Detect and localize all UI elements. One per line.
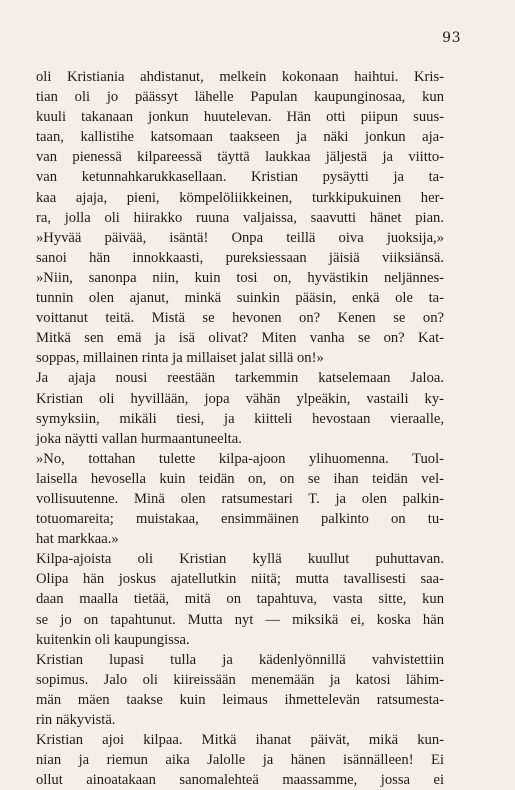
text-line: ra, jolla oli hiirakko ruuna valjaissa, saavutti hänet pian.	[36, 209, 444, 226]
text-line: Kristian oli hyvillään, jopa vähän ylpeäkin, vastaili ky-	[36, 390, 444, 407]
text-line: tunnin olen ajanut, minkä suinkin pääsin, enkä ole ta-	[36, 290, 444, 307]
text-line: totuomareita; muistakaa, ensimmäinen palkinto on tu-	[36, 511, 444, 528]
text-line: Kristian lupasi tulla ja kädenlyönnillä vahvistettiin	[36, 651, 444, 668]
text-line: van ketunnahkarukkasellaan. Kristian pysäytti ja ta-	[36, 169, 444, 186]
text-line: Ja ajaja nousi reestään tarkemmin katselemaan Jaloa.	[36, 370, 444, 387]
text-line: kaa ajaja, pieni, kömpelöliikkeinen, turkkipukuinen her-	[36, 189, 444, 206]
text-line: kuitenkin oli kaupungissa.	[36, 631, 190, 648]
text-line: sanoi hän innokkaasti, pureksiessaan jäisiä viiksiänsä.	[36, 249, 444, 266]
text-line: Kristian ajoi kilpaa. Mitkä ihanat päivät, mikä kun-	[36, 732, 444, 749]
text-line: joka näytti vallan hurmaantuneelta.	[36, 430, 242, 447]
text-line: se jo on tapahtunut. Mutta nyt — miksikä ei, koska hän	[36, 611, 444, 628]
text-line: kuuli takanaan jonkun huutelevan. Hän otti piipun suus-	[36, 109, 444, 126]
text-line: voittanut teitä. Mistä se hevonen on? Kenen se on?	[36, 310, 444, 327]
text-line: symyksiin, mikäli tiesi, ja kiitteli hevostaan vieraalle,	[36, 410, 444, 427]
text-line: Mitkä sen emä ja isä olivat? Miten vanha se on? Kat-	[36, 330, 444, 347]
text-line: hat markkaa.»	[36, 531, 119, 548]
page-number: 93	[442, 30, 461, 46]
text-line: »Hyvää päivää, isäntä! Onpa teillä oiva juoksija,»	[36, 229, 444, 246]
text-line: Olipa hän joskus ajatellutkin niitä; mutta tavallisesti saa-	[36, 571, 444, 588]
text-line: van pienessä kilpareessä täyttä laukkaa jäljestä ja viitto-	[36, 149, 444, 166]
text-line: ollut ainoatakaan sanomalehteä maassamme, jossa ei	[36, 772, 444, 789]
text-line: daan maalla tietää, mitä on tapahtuva, vasta sitte, kun	[36, 591, 444, 608]
text-line: tian oli jo päässyt lähelle Papulan kaupunginosaa, kun	[36, 89, 444, 106]
text-line: »Niin, sanonpa niin, kuin tosi on, hyvästikin neljännes-	[36, 269, 444, 286]
text-line: »No, tottahan tulette kilpa-ajoon ylihuomenna. Tuol-	[36, 450, 444, 467]
text-line: rin näkyvistä.	[36, 712, 116, 728]
text-line: vollisuutenne. Minä olen ratsumestari T. ja olen palkin-	[36, 490, 444, 507]
text-line: Kilpa-ajoista oli Kristian kyllä kuullut puhuttavan.	[36, 551, 444, 568]
text-line: soppas, millainen rinta ja millaiset jalat sillä on!»	[36, 350, 324, 367]
text-line: män mäen taakse kuin leimaus ihmettelevän ratsumesta-	[36, 691, 444, 708]
body-text	[36, 67, 444, 790]
text-line: oli Kristiania ahdistanut, melkein kokonaan haihtui. Kris-	[36, 69, 444, 85]
text-line: nian ja riemun aika Jalolle ja hänen isännälleen! Ei	[36, 752, 444, 769]
text-line: sopimus. Jalo oli kiireissään menemään ja katosi lähim-	[36, 671, 444, 688]
text-line: taan, kallistihe katsomaan taakseen ja näki jonkun aja-	[36, 129, 444, 146]
text-line: laisella hevosella kuin teidän on, on se ihan teidän vel-	[36, 470, 444, 487]
